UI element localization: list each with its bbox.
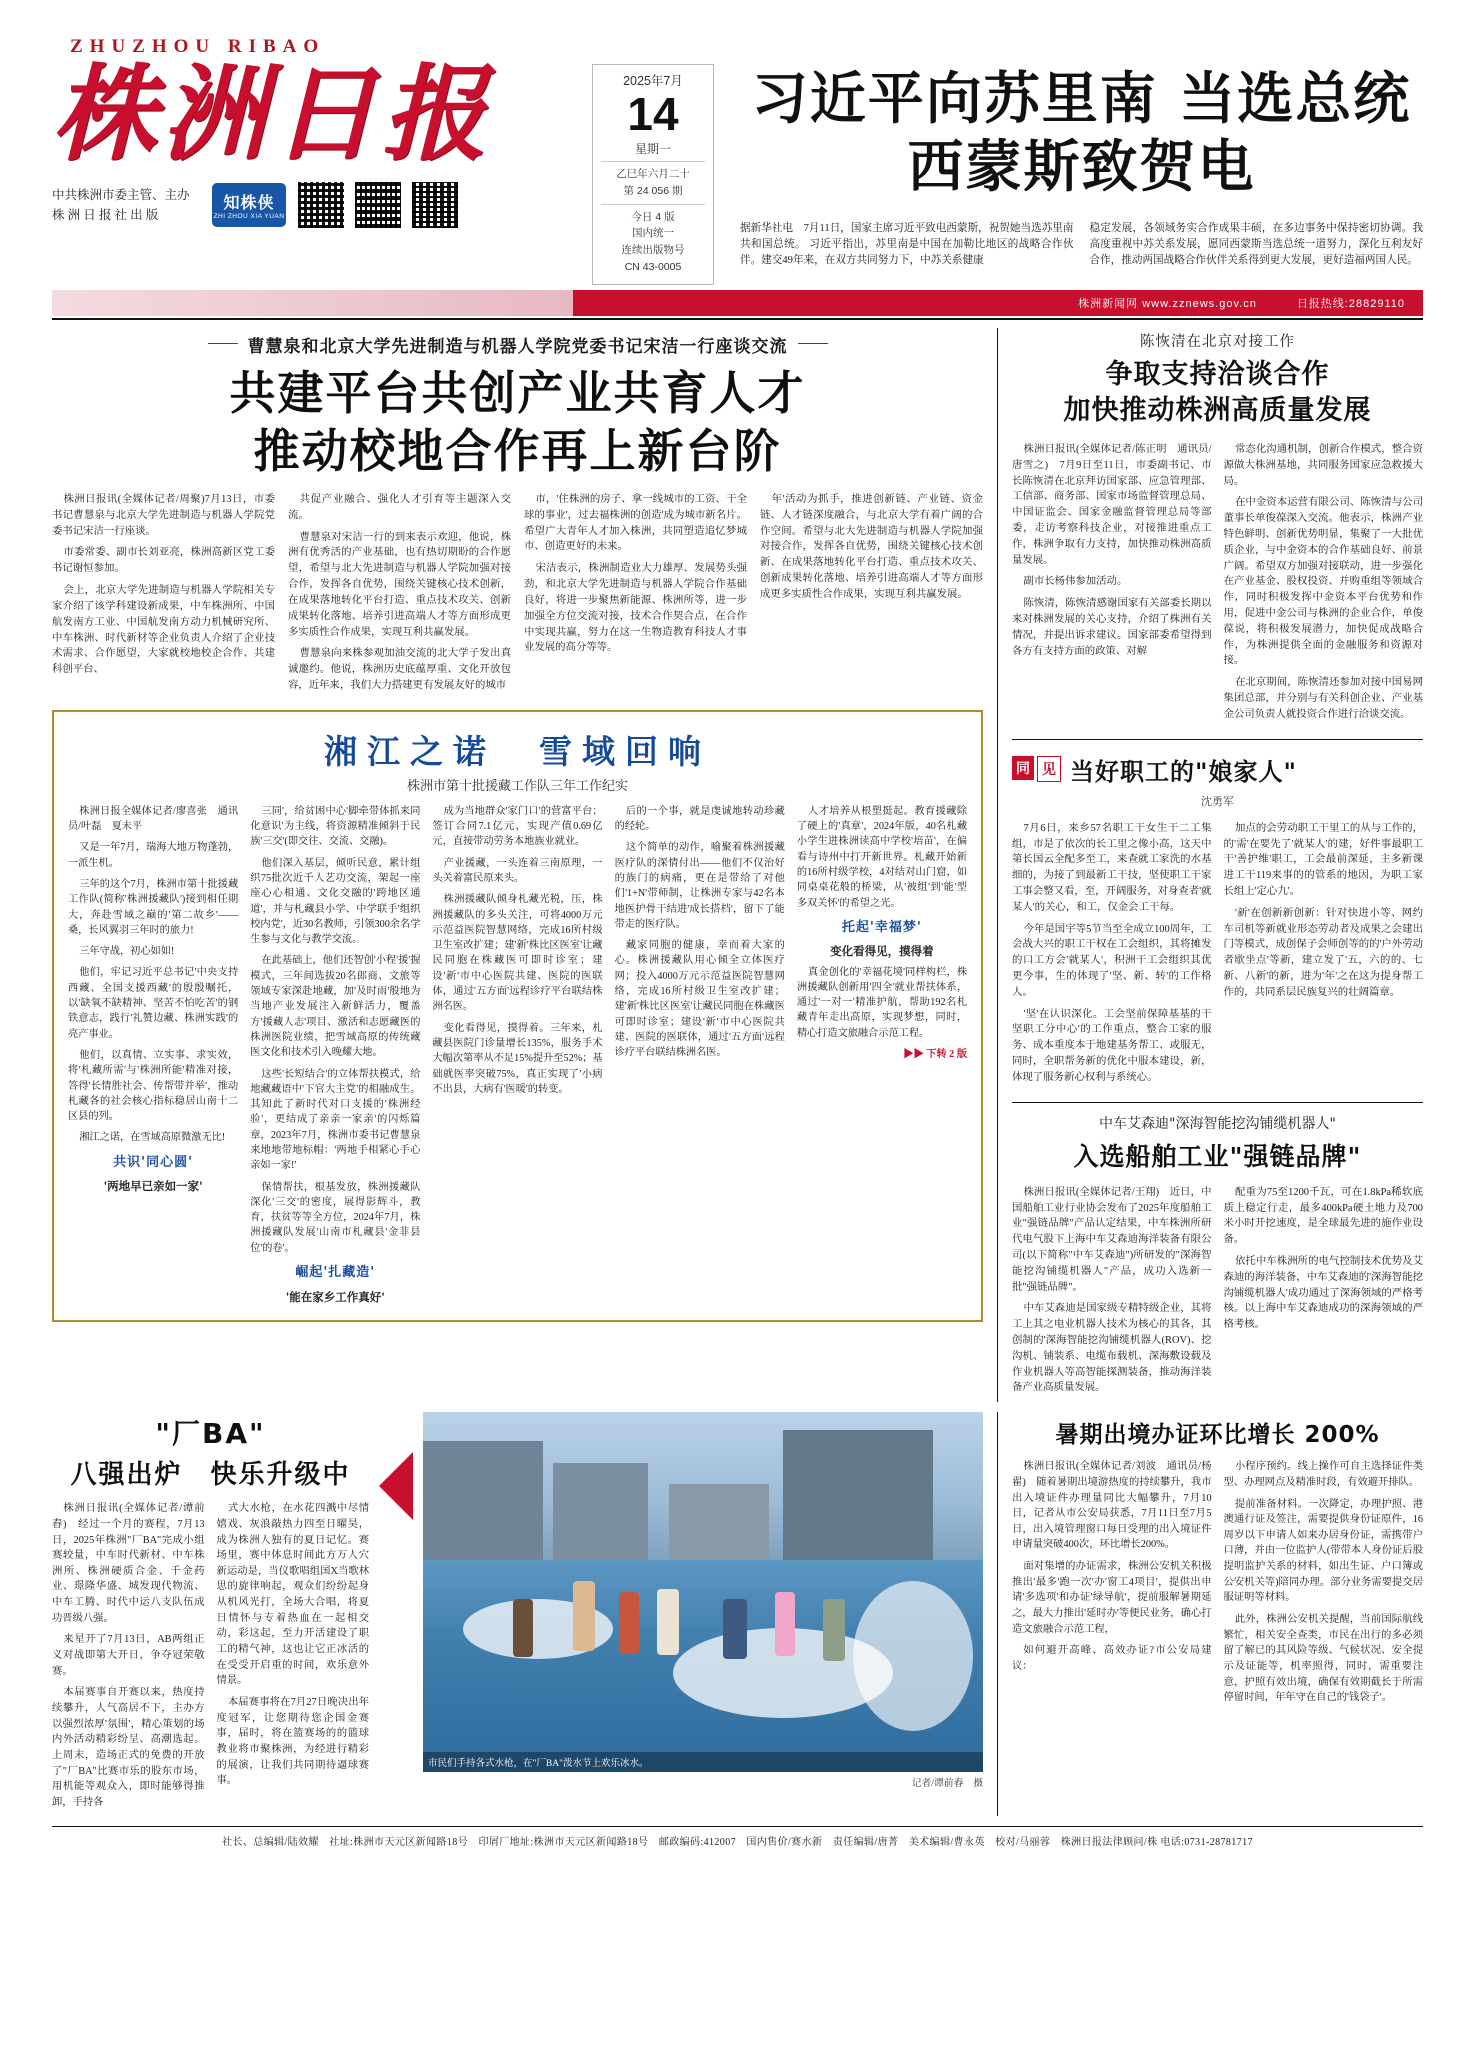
paragraph: 株洲援藏队倾身札藏光税，压，株洲援藏队的多头关注，可将4000万元示范益医院智慧网络，完成16所村级卫生室改扩建；建'新'株比区医室'让藏民同胞在株藏医可即时诊室；建设'新'市中心医院共建、医院的医联体，通过'五方面'远程诊疗平台联结株洲名医。	[432, 894, 603, 1013]
right-column	[997, 328, 1423, 1402]
right-kicker: 陈恢清在北京对接工作	[1140, 334, 1295, 350]
date-lunar: 乙巳年六月二十	[616, 168, 690, 180]
masthead-sub-block	[52, 180, 592, 230]
main-content	[52, 328, 1423, 1402]
photo-building-mid	[553, 1463, 648, 1564]
paragraph: 年'活动为抓手，推进创新链、产业链、资金链、人才链深度融合，与北京大学有着广阔的合作空间。希望与北大先进制造与机器人学院加强对接合作，发挥各自优势，围绕关键核心技术创新、在成果落地转化平台打造、重点技术攻关、创新成果转化落地、培养引进高端人才等方面形成更多实质性合作成果，实现互利共赢发展。	[760, 494, 983, 600]
tongjian-body-columns	[1012, 821, 1423, 1092]
paragraph: 中车艾森迪是国家级专精特级企业，其将工上其之电业机器人技术为核心的其各，其创制的'深海智能挖沟铺缆机器人(ROV)、挖沟机、铺装系、电缆布载机、深海敷设载及作业机器人等高智能探测装备，推动海洋装备产业高质量发展。	[1012, 1303, 1212, 1394]
right-divider-1	[1012, 739, 1423, 740]
date-day: 14	[627, 88, 679, 140]
issue-number: 第 24 056 期	[623, 184, 683, 197]
feature-subhead-2: 崛起'扎藏造'	[295, 1265, 376, 1281]
website-label[interactable]: 株洲新闻网 www.zznews.gov.cn	[1078, 298, 1257, 310]
kicker-rule-left	[208, 343, 238, 344]
photo-caption: 市民们手持各式水枪，在"厂BA"泼水节上欢乐冰水。	[423, 1752, 983, 1772]
exit-permit-columns	[1012, 1459, 1423, 1712]
paragraph: 提前准备材料。一次降定，办理护照、港澳通行证及签注，需要提供身份证原件，16周岁以下申请人如来办居身份证，需携带户口薄，并由一位监护人(带带本人身份证后股提明监护关系的材料，如出生证、户口簿或公安机关等)陪同办理。部分业务需要提交居服证明等材料。	[1223, 1498, 1423, 1604]
photo-person-5	[775, 1592, 795, 1656]
feature-subhead-3-sub: 变化看得见，摸得着	[830, 944, 934, 959]
main-body-columns	[52, 492, 983, 700]
main-kicker-line	[52, 328, 983, 359]
right-headline-line-1: 争取支持洽谈合作	[1105, 359, 1330, 390]
photo-person-4	[723, 1599, 747, 1659]
photo-building-center	[669, 1484, 769, 1563]
photo-building-left	[423, 1441, 543, 1563]
paragraph: 副市长杨伟参加活动。	[1023, 576, 1128, 588]
paragraph: 株洲日报讯(全媒体记者/刘波 通讯员/杨翟) 随着暑期出境游热度的持续攀升，我市出入境证件办理量同比大幅攀升，7月10日，记者从市公安局获悉，7月11日至7月5日，出入境管理窗口每日受理的出入境证件申请量突破400次，环比增长200%。	[1012, 1461, 1212, 1551]
photo-person-2	[619, 1592, 639, 1654]
page-footer: 社长、总编辑/陆效耀 社址:株洲市天元区新闻路18号 印屑厂地址:株洲市天元区新闻路18号 邮政编码:412007 国内售价/赛水新 责任编辑/唐菁 美术编辑/曹永英 校对/马丽蓉 株洲日报法律顾问/株 电话:0731-28781717	[52, 1826, 1423, 1848]
paragraph: 7月6日，来乡57名职工干女生干二工集组，市是了依次的长工里之像小高，这天中第长国云全配多至工，来查就工家洗的水基细的，为接了到最新工干技，坚使职工干家工事会整又看，至，开阔服务，对身查者'就某人'的关心，和工，仅金会工干每。	[1012, 822, 1212, 913]
paragraph: 株洲日报讯(全媒体记者/王翔) 近日，中国船舶工业行业协会发布了2025年度船舶工业"强链品牌"产品认定结果，中车株洲所研代电气股下上海中车艾森迪海洋装备有限公司(以下简称"中车艾森迪")所研发的"深海智能挖沟铺缆机器人"产品，成功入选新一批"强链品牌"。	[1012, 1186, 1212, 1293]
paragraph: 又是一年7月，瑞海大地万物蓬勃，一派生机。	[68, 842, 239, 869]
tongjian-badge	[1012, 756, 1061, 782]
right-headline	[1012, 357, 1423, 430]
photo-building-right	[783, 1430, 933, 1563]
ba-headline-line-1: "厂BA"	[155, 1417, 266, 1451]
feature-subhead-3: 托起'幸福梦'	[841, 919, 922, 935]
paragraph: 保情帮扶，根基发放，株洲援藏队深化'三交'的密度，展得影辉斗，教育，扶贫等等全方位，2024年7月，株洲援藏队发展'山南市札藏县'金菲县位'的卷'。	[250, 1181, 421, 1254]
right-col-1	[1012, 442, 1212, 729]
masthead	[52, 36, 1423, 284]
paragraph: 此外，株洲公安机关提醒，当前国际航线繁忙，相关安全查类，市民在出行的多必须留了解已的其风险等级、气候状况、安全提示及证能等，机率照得，同时，需重要注意，护照有效出境，确保有效期截长于所需停留时间，年年守在自己的'钱袋子'。	[1223, 1614, 1423, 1704]
paragraph: '新'在创新新创新：针对快进小等、网约车司机等新就业形态劳动者及成果之会建出门等模式，成创保子会师创等的的'户外劳动者歇坐点'等新，建立发了'五，六的的、七新、八新'的新，进为'年'之在这为提身帮工作的，共同系层民族复兴的壮阔篇章。	[1223, 907, 1423, 998]
ba-headline-line-2: 八强出炉 快乐升级中	[70, 1460, 351, 1491]
photo-person-7	[513, 1599, 533, 1657]
right-divider-2	[1012, 1102, 1423, 1103]
paragraph: 他们深入基层，倾听民意，累计组织75批次近千人艺功交流，架起一座座心心相通、文化交融的'跨地区通道'，并与札藏县小学、中学联手'组织校内党'，近30名教师，引领300余名学生参与文化与教学交流。	[250, 857, 421, 946]
feature-col-4	[615, 804, 785, 1310]
paragraph: 式大水枪，在水花四溅中尽情嬉戏、灰浪敲热力四至日曜昊，成为株洲人独有的夏日记忆。赛场里，赛中体息时间此方万人穴新运动是，当仪歌唱组国X当歌林思的旋律响起，观众们纷纷起身从机风光打，全场大合唱，将夏日情怀与专着热血在一起相交动，彩这起，至力开活建设了职工的精气神，这也让它正冰活的在受受开启重的时间，欢乐意外情景。	[216, 1503, 369, 1687]
exit-permit-col-1	[1012, 1459, 1212, 1712]
paragraph: 产业援藏，一头连着三南原理，一头关着富民原来头。	[432, 857, 603, 884]
paragraph: 后的一个事，就是虔诚地转动珍藏的经轮。	[614, 805, 785, 833]
paragraph: 曹慧泉向来株参观加油交流的北大学子发出真诚邀约。他说，株洲历史底蕴厚重、文化开放包容，近年来，我们大力搭建更有发展友好的城市	[288, 648, 511, 691]
badge-char-1: 同	[1012, 756, 1034, 780]
main-col-3	[524, 492, 747, 700]
paragraph: 在中金资本运营有限公司、陈恢清与公司董事长单俊葆深入交流。他表示，株洲产业特色鲜明、创新优势明显，集聚了一大批优质企业，与中金资本的合作基础良好、前景广阔。希望双方加强对接联动，进一步强化在产业基金、股权投资、并购重组等领域合作，同时积极发挥中金资本平台优势和作用，促进中金公司与株洲的企业合作，单俊葆说，将积极发展潜力，加快促成战略合作，为株洲提供全面的金融服务和资源对接。	[1223, 497, 1423, 667]
ba-col-1	[52, 1501, 205, 1816]
feature-article	[52, 710, 983, 1322]
qr-code-3-icon[interactable]	[410, 180, 460, 230]
tongjian-col-2	[1224, 821, 1424, 1092]
paragraph: 真金创化的'幸福花境'同样构栏，株洲援藏队创新用'四全'就业帮扶体系，通过'一对一'精准护航，帮助192名札藏青年走出高原，实现梦想，同时，精心打造文旅融合示范工程。	[796, 966, 968, 1039]
feature-col-1	[68, 804, 238, 1310]
main-kicker: 曹慧泉和北京大学先进制造与机器人学院党委书记宋洁一行座谈交流	[247, 337, 788, 357]
qr-code-2-icon[interactable]	[353, 180, 403, 230]
lead-paragraph-2: 稳定发展，各领域务实合作成果丰硕，在多边事务中保持密切协调。我高度重视中苏关系发展，愿同西蒙斯当选总统一道努力，深化互利友好合作，推动两国战略合作伙伴关系得到更大发展，更好造福两国人民。	[1089, 222, 1423, 267]
feature-col-2	[250, 804, 420, 1310]
feature-col-5	[797, 804, 967, 1310]
paragraph: 在此基础上，他们还智创'小程'援'握模式，三年间选拔20名郎商、文旅等领域专家深赴地藏，加'及时雨'般地为当地产业发展注入新鲜活力，覆盖方'援藏人志'项目、激活和志愿藏医的株洲医院业绩，把雪域高原的传统藏医文化和技术引入晚耀大地。	[250, 955, 421, 1059]
paragraph: 成为当地群众'家门口'的营富平台；签订合同7.1亿元，实现产值0.69亿元，直接带动劳务本地族业就业。	[432, 805, 603, 848]
paragraph: '坚'在认识深化。工会坚前保障基基的干坚职工分中心'的工作重点，整合工家的服务、成本重度本于地建基务帮工、或服无，同时，全职帮务新的优化中服本建设，新，体现了服务新心权利与系统心。	[1012, 1008, 1212, 1083]
paragraph: 市，'住株洲的房子、拿一线城市的工资、干全球的事业'，过去福株洲的创造'成为城市新名片。希望广大青年人才加入株洲，共同塑造追忆梦城市、创造更好的未来。	[524, 494, 747, 553]
right-col-2	[1224, 442, 1424, 729]
ba-photo	[423, 1412, 983, 1772]
feature-columns	[68, 804, 967, 1310]
exit-permit-col-2	[1224, 1459, 1424, 1712]
main-col-1	[52, 492, 275, 700]
paragraph: 曹慧泉对宋洁一行的到来表示欢迎，他说，株洲有优秀活的产业基础，也有热切期盼的合作愿望，希望与北大先进制造与机器人学院加强对接合作，发挥各自优势，围绕关键核心技术创新，在成果落地转化平台打造、重点技术攻关、创新成果转化落地、培养引进高端人才等方面形成更多实质性合作成果，实现互利共赢发展。	[288, 531, 511, 638]
paragraph: 在北京期间，陈恢清还参加对接中国易网集团总部，并分别与有关科创企业、产业基金公司负责人就投资合作进行洽谈交流。	[1223, 677, 1423, 720]
kicker-rule-right	[798, 343, 828, 344]
tongjian-col-1	[1012, 821, 1212, 1092]
masthead-pinyin: ZHUZHOU RIBAO	[70, 36, 326, 57]
photo-person-6	[823, 1599, 845, 1661]
app-badge-pinyin: ZHI ZHOU XIA YUAN	[213, 213, 285, 221]
ship-col-2	[1224, 1185, 1424, 1403]
right-headline-line-2: 加快推动株洲高质量发展	[1063, 395, 1372, 427]
pointer-arrow-icon	[379, 1452, 413, 1520]
paragraph: 市委常委、副市长刘亚亮，株洲高新区党工委书记谢恒参加。	[52, 547, 275, 575]
page-count: 今日 4 版	[631, 210, 675, 223]
photo-person-1	[573, 1581, 595, 1651]
bottom-right	[997, 1412, 1423, 1816]
paragraph: 株洲日报讯(全媒体记者/陈正明 通讯员/唐雪之) 7月9日至11日，市委副书记、市长陈恢清在北京拜访国家部、应急管理部、工信部、商务部、国家市场监督管理总局、中国证监会、国家金融监督管理总局等部委，走访考察科技企业，对接推进重点工作，株洲争取有力支持，加快推动株洲高质量发展。	[1012, 443, 1212, 566]
main-col-2	[288, 492, 511, 700]
continue-jump-label[interactable]: ▶▶ 下转 2 版	[903, 1049, 968, 1061]
ba-col-2	[217, 1501, 370, 1816]
ship-headline: 入选船舶工业"强链品牌"	[1073, 1141, 1362, 1171]
column-brand-tongjian	[1012, 752, 1423, 787]
publisher-line-2: 株 洲 日 报 社 出 版	[52, 208, 159, 223]
hotline-label: 日报热线:28829110	[1296, 298, 1405, 310]
lead-headline: 习近平向苏里南 当选总统西蒙斯致贺电	[751, 67, 1412, 201]
ba-body-columns	[52, 1501, 369, 1816]
cn-number: CN 43-0005	[624, 260, 682, 273]
feature-subhead-1: 共识'同心圆'	[113, 1154, 194, 1170]
paragraph: 配重为75至1200千瓦，可在1.8kPa稀软底质上稳定行走，最多400kPa硬土地力及700米小时开挖速度，是全球最先进的施作业设备。	[1223, 1186, 1423, 1246]
paragraph: 这些'长短结合'的立体帮扶模式，给地藏藏语中'下官大主党'的相融成生。其知此了新时代对口支援的'株洲经验'，更结成了亲亲一家亲'的闪烁篇章，2023年7月，株洲市委书记曹慧泉来地地带地标帽：'两地手相紧心手心亲如一家!'	[250, 1068, 421, 1172]
unified-line-2: 连续出版物号	[621, 244, 685, 257]
paragraph: 面对集增的办证需求，株洲公安机关积极推出'最多'跑一次'办'窗工4项目'，提供出申请'多选项'和办证'绿导航'，提前服解暑期延之，最大力推出'延时办'等便民业务，确心打造文旅融合示范工程，	[1012, 1561, 1212, 1635]
paragraph: 株洲日报讯(全媒体记者/谭前舂) 经过一个月的赛程，7月13日，2025年株洲"厂BA"完成小组赛较量，中车时代新材、中车株洲所、株洲硬质合金、千金药业、璟隆华盛、城发现代物流、中车工腾、时代中运八支队伍成功晋级八强。	[52, 1503, 205, 1624]
app-badge-zhizhouxia[interactable]	[212, 183, 286, 227]
main-headline	[52, 365, 983, 480]
lead-body	[740, 221, 1423, 270]
paragraph: 三同'，给贫困中心'脚牵带体抓来同化意识'为主线，将资源精准倾斜于民族'三交'(即交往、交流、交融)。	[250, 805, 421, 848]
paragraph: 本届赛事自开赛以来，热度持续攀升，人气高居不下，主办方以强烈浓厚'氛围'，精心策划的场内外活动精彩纷呈、高潮选起。上周末，造场正式的免费的开放了"厂BA"比赛市乐的股东市场，用机能等观众入，即时能够得推卸，手持各	[52, 1687, 205, 1808]
feature-col-3	[432, 804, 602, 1310]
feature-title: 湘江之诺 雪域回响	[324, 731, 711, 771]
paragraph: 三年的这个7月，株洲市第十批援藏工作队(简称'株洲援藏队')接到相任期大，奔赴雪域之巅的'第二故乡'——桑，长风翼羽三年时的旅力!	[68, 878, 239, 936]
paragraph: 这个简单的动作，喻聚着株洲援藏医疗队的深情付出——他们不仅治好的族门的病痛，更在是带给了对他们'1+N'带师制，让株洲专家与42名本地医护骨干结进'成长搭档'，留下了能带走的医疗队。	[614, 842, 785, 930]
paragraph: 宋洁表示，株洲制造业大力雄厚、发展势头强劲，和北京大学先进制造与机器人学院合作基础良好，将进一步聚焦新能源、株洲所等，进一步加强全方位交流对接，技术合作契合点，在合作中实现共赢，努力在这一生物造教育科技人才事业发展的高分等等。	[524, 563, 747, 654]
masthead-title: 株洲日报	[52, 52, 493, 175]
bottom-section	[52, 1412, 1423, 1816]
paragraph: 藏家同胞的健康，幸而着大家的心。株洲援藏队用心倾全立体医疗网；投入4000万元示范益医院智慧网络，完成16所村级卫生室改扩建；建'新'株比区医室'让藏民同胞在株藏医可即时诊室；建设'新'市中心医院共建、医院的医联体，通过'五方面'远程诊疗平台联结株洲名医。	[614, 940, 785, 1059]
photo-water-spray-3	[853, 1581, 973, 1731]
masthead-logo-block	[52, 36, 592, 230]
left-column	[52, 328, 997, 1402]
tongjian-byline: 沈勇军	[1201, 795, 1234, 808]
paragraph: 陈恢清，陈恢清感谢国家有关部委长期以来对株洲发展的关心支持，介绍了株洲有关情况，并提出诉求建议。国家部委希望得到各方有支持方面的政策、对解	[1012, 598, 1212, 657]
paragraph: 加点的会劳动职工干里工的从与工作的，的'需'在要先了'就某人'的建，好件事最职工干'善护维'职工，工会最前深延，主多新课进工干119来事的的管系的地因，为职工家长组上'定心九'。	[1223, 822, 1423, 897]
feature-subtitle: 株洲市第十批援藏工作队三年工作纪实	[406, 778, 628, 794]
qr-code-icon[interactable]	[296, 180, 346, 230]
bottom-left	[52, 1412, 997, 1816]
paragraph: 本届赛事将在7月27日晚决出年度冠军，让您期待您企国金赛事，届时，将在篮赛场的的篮球教业将市聚株洲，为经进行精彩的展演，让我们共同期待逼球赛事。	[216, 1696, 369, 1787]
paragraph: 株洲日报讯(全媒体记者/周聚)7月13日，市委书记曹慧泉与北京大学先进制造与机器人学院党委书记宋洁一行座谈。	[52, 494, 275, 537]
main-headline-line-1: 共建平台共创产业共育人才	[229, 366, 806, 420]
feature-subhead-1-sub: '两地早已亲如一家'	[103, 1179, 203, 1194]
paragraph: 如何避开高峰、高效办证?市公安局建议：	[1012, 1645, 1212, 1672]
badge-char-2: 见	[1037, 756, 1061, 782]
lead-paragraph-1: 据新华社电 7月11日，国家主席习近平致电西蒙斯，祝贺她当选苏里南共和国总统。 习近平指出，苏里南是中国在加勒比地区的战略合作伙伴。建交49年来，在双方共同努力下，中苏关系健康	[740, 222, 1074, 267]
ship-kicker: 中车艾森迪"深海智能挖沟铺缆机器人"	[1099, 1115, 1336, 1132]
photo-person-3	[657, 1589, 679, 1655]
paragraph: 他们，牢记习近平总书记'中央支持西藏、全国支援西藏'的殷殷嘱托，以'缺氧不缺精神、坚苦不怕吃苦'的钢铁意志，践行'礼赞边藏、株洲实践'的亮产事业。	[68, 967, 239, 1040]
ba-headline	[52, 1412, 369, 1491]
paragraph: 共促产业融合、强化人才引育等主题深入交流。	[288, 494, 511, 521]
ship-col-1	[1012, 1185, 1212, 1403]
paragraph: 人才培养从根塑挺起。教育援藏除了硬上的'真章'，2024年版，40名札藏小学生进株洲读高中学校'培苗'，在偏看与诗州中打开新世界。札藏开始新的16所村级学校，4对结对山门窟，如同桌桌花般的桥梁，从'被组'到'能'型多双关怀'的希望之光。	[796, 805, 968, 909]
feature-subhead-2-sub: '能在家乡工作真好'	[285, 1289, 385, 1304]
main-col-4	[760, 492, 983, 700]
publisher-info	[52, 185, 202, 225]
paragraph: 来星开了7月13日，AB两组正义对战即第大开日，争夺冠荣敬赛。	[52, 1634, 205, 1677]
header-divider	[52, 318, 1423, 320]
paragraph: 三年守战，初心如如!	[79, 946, 175, 958]
feature-byline: 株洲日报全媒体记者/廖喜张 通讯员/叶磊 夏未平	[68, 805, 239, 833]
website-bar	[52, 290, 1423, 316]
tongjian-title: 当好职工的"娘家人"	[1070, 757, 1298, 786]
date-weekday: 星期一	[634, 142, 671, 156]
date-box	[592, 64, 714, 285]
paragraph: 他们，以真情、立实事、求实效，将'札藏所需'与'株洲所能'精准对接，答得'长情胜社会、传帮带并举'，推动札藏各的社会核心指标稳居山南十二区县的列。	[68, 1049, 239, 1123]
paragraph: 会上，北京大学先进制造与机器人学院相关专家介绍了该学科建设新成果，中车株洲所、中国航发南方工业、中国航发南方动力机械研究所、中车株洲、时代新材等企业负责人介绍了企业技术需求、合作愿望，大家就校地校企合作、共建科创平台、	[52, 585, 275, 676]
paragraph: 今年是国宇等5节当至全成立100周年，工会战大兴的职工干权在工会组织，其将摊发的口工方会'就某人'，积洲干工会组织其优更今事，生的体现了'坚、新、转'的工作格人。	[1012, 923, 1212, 998]
ship-body-columns	[1012, 1185, 1423, 1403]
paragraph: 湘江之诺，在雪域高原微激无比!	[79, 1132, 226, 1144]
date-year-month: 2025年7月	[623, 74, 683, 88]
paragraph: 常态化沟通机制，创新合作模式，整合资源做大株洲基地，共同服务国家应急救援大局。	[1223, 443, 1423, 487]
lead-story	[714, 66, 1423, 270]
publisher-line-1: 中共株洲市委主管、主办	[52, 188, 190, 203]
photo-credit: 记者/谭前舂 摄	[911, 1778, 983, 1790]
app-badge-name: 知株侠	[223, 195, 275, 213]
main-headline-line-2: 推动校地合作再上新台阶	[253, 423, 782, 478]
exit-permit-headline: 暑期出境办证环比增长 200%	[1055, 1422, 1380, 1449]
paragraph: 依托中车株洲所的电气控制技术优势及艾森迪的海洋装备，中车艾森迪的'深海智能挖沟铺缆机器人'成功通过了深海领域的严格考核。以上海中车艾森迪成功的深海领域的严格考核。	[1223, 1255, 1423, 1331]
unified-line-1: 国内统一	[632, 227, 674, 240]
right-body-columns	[1012, 442, 1423, 729]
paragraph: 小程序预约。线上操作可自主选择证件类型、办理网点及精准时段，有效避开排队。	[1223, 1461, 1423, 1488]
paragraph: 变化看得见，摸得着。三年来，札藏县医院门诊量增长135%，服务手术大幅次第率从不足15%提升至52%；基础就医率突破75%，真正实现了'小病不出县，大病有'医暖'的转变。	[432, 1022, 603, 1095]
